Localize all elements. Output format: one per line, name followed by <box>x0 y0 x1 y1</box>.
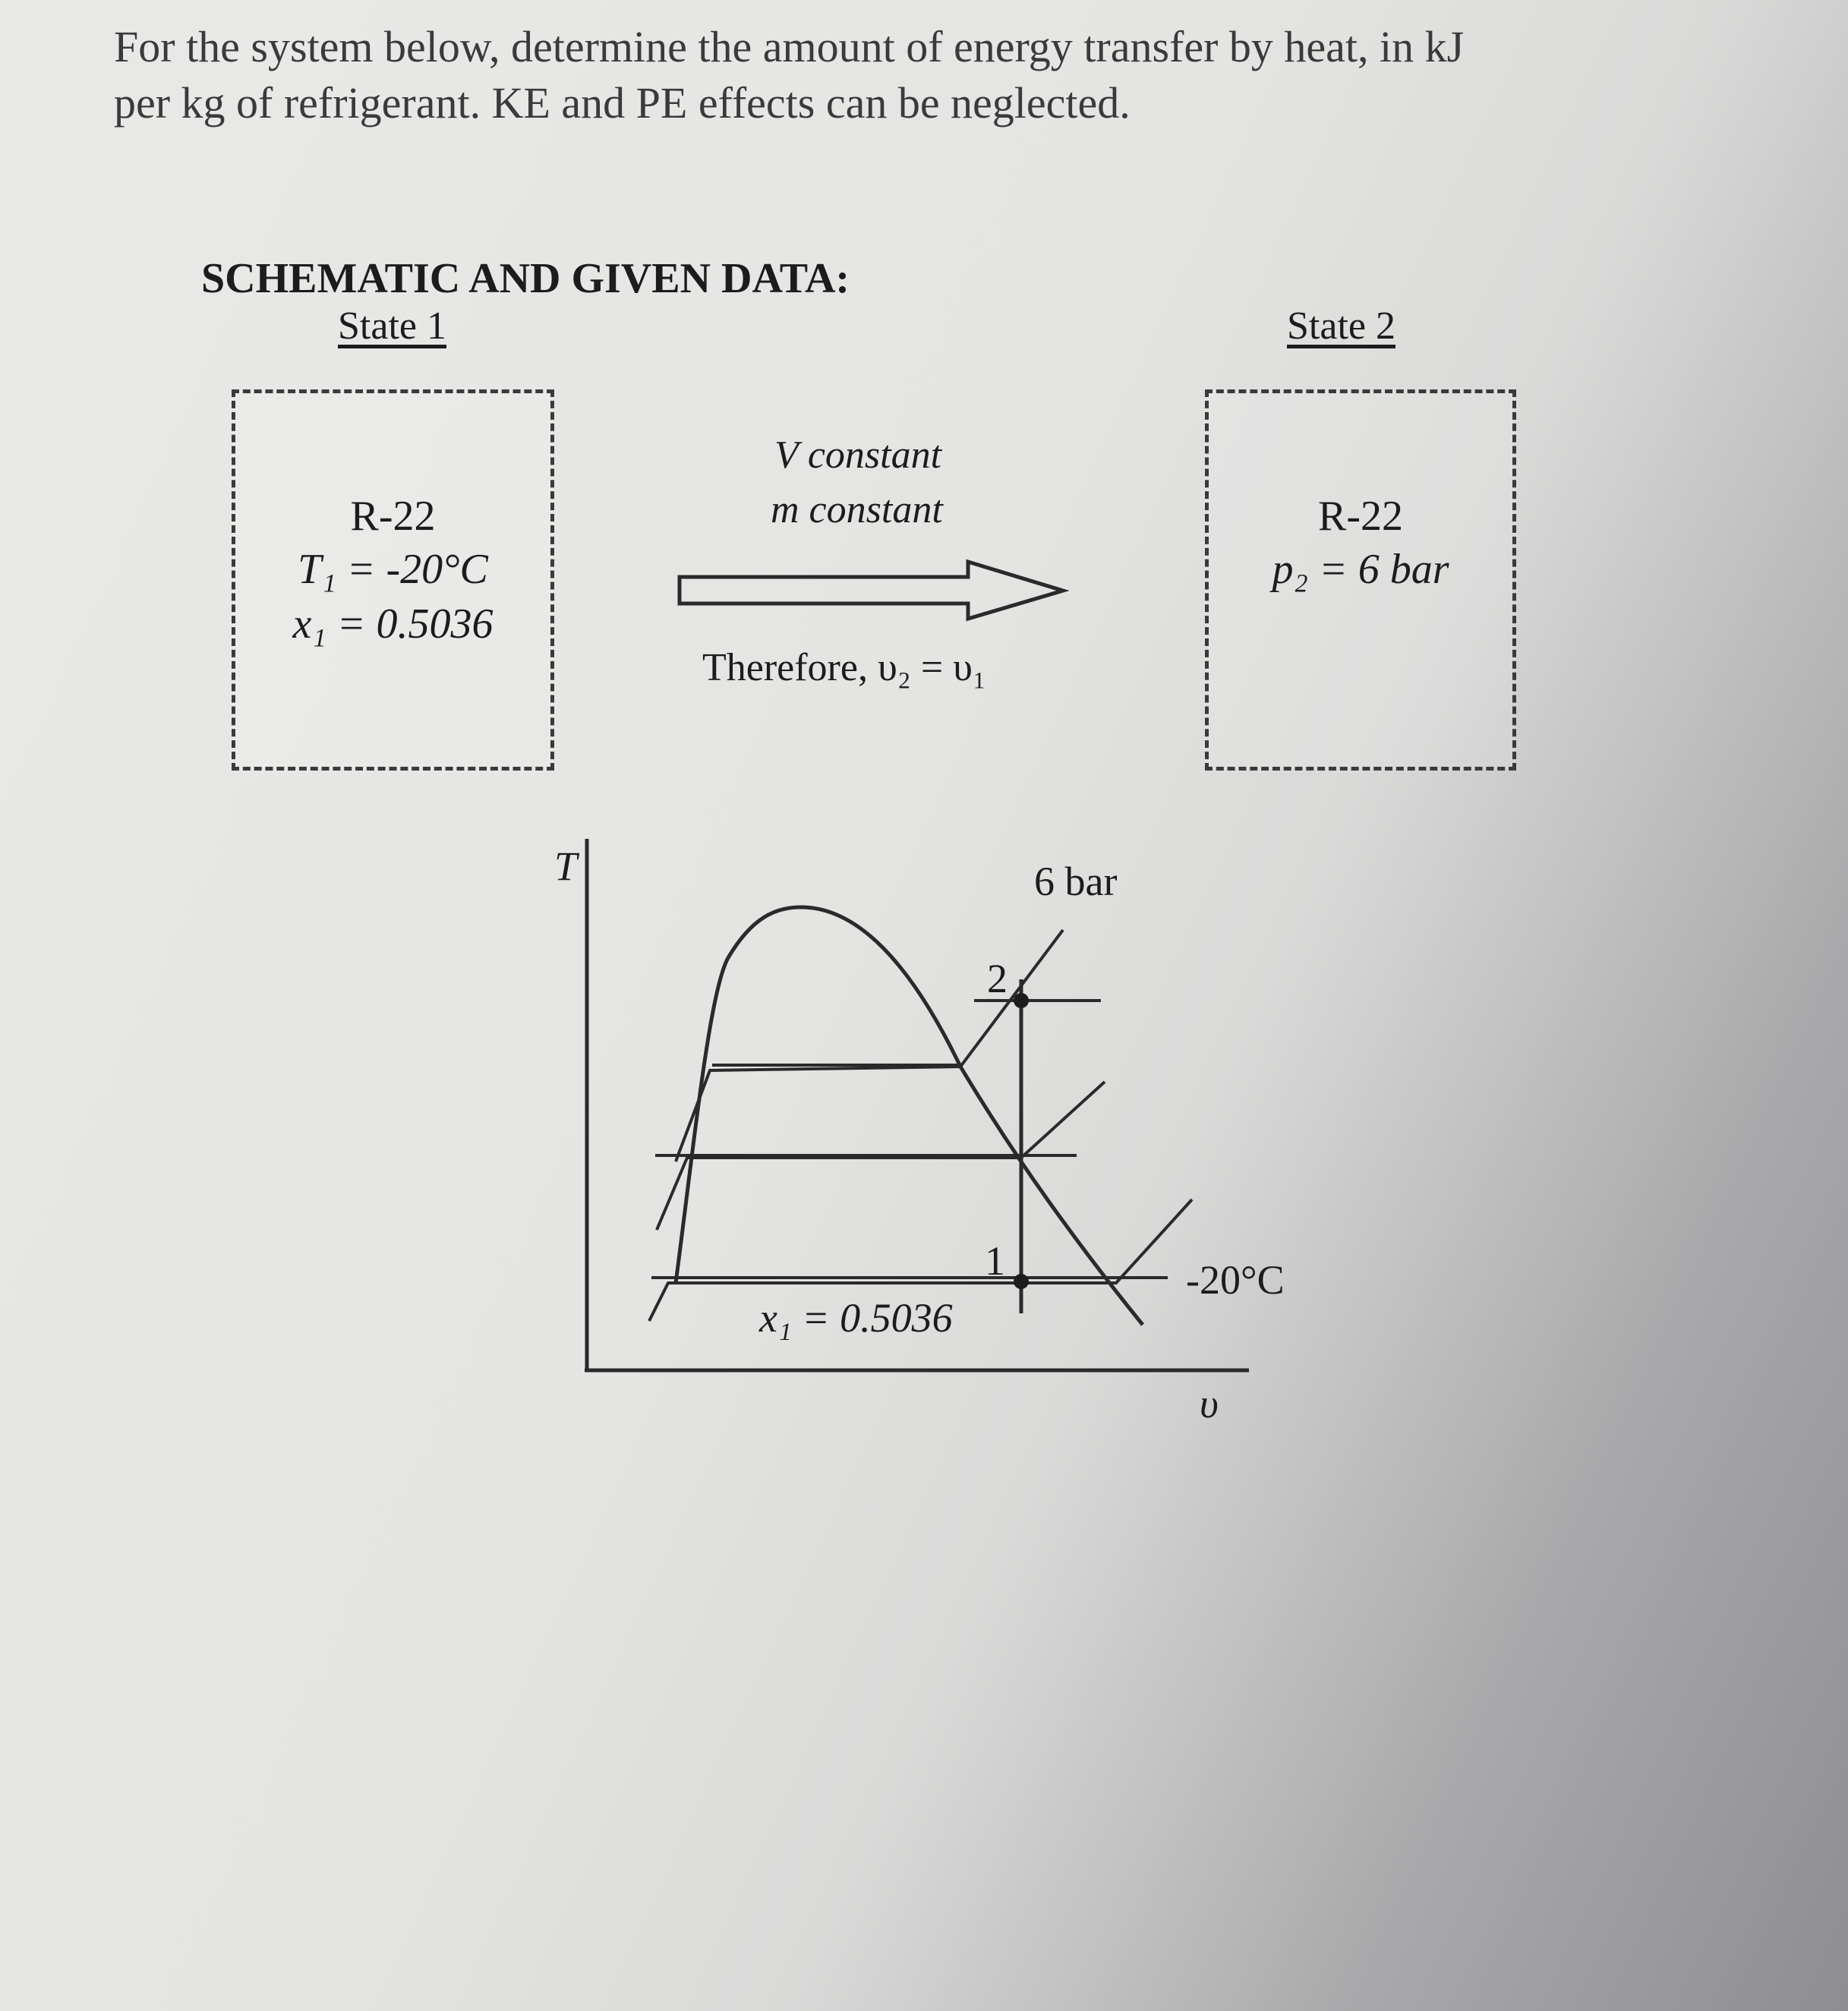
quality-label: x₁ = 0.5036 <box>759 1295 953 1341</box>
problem-line-2: per kg of refrigerant. KE and PE effects can be neglected. <box>114 78 1131 128</box>
t-axis-label: T <box>554 843 578 889</box>
process-conclusion: Therefore, υ₂ = υ₁ <box>702 646 987 689</box>
process-mass-constant: m constant <box>771 488 943 531</box>
pressure-label: 6 bar <box>1034 859 1118 904</box>
state-point-2 <box>1014 993 1029 1008</box>
isobar-lines <box>649 930 1192 1321</box>
state2-fluid: R-22 <box>1318 493 1403 540</box>
state-point-1 <box>1014 1274 1029 1289</box>
state1-temperature: T₁ = -20°C <box>298 546 488 593</box>
v-axis-label: υ <box>1200 1381 1219 1426</box>
point-1-label: 1 <box>985 1238 1005 1284</box>
state2-title: State 2 <box>1287 304 1395 348</box>
process-volume-constant: V constant <box>774 433 942 477</box>
problem-line-1: For the system below, determine the amount of energy transfer by heat, in kJ <box>114 22 1465 71</box>
schematic-heading: SCHEMATIC AND GIVEN DATA: <box>201 255 850 302</box>
process-arrow <box>680 562 1063 619</box>
point-2-label: 2 <box>987 956 1008 1001</box>
state1-title: State 1 <box>338 304 446 348</box>
state1-quality: x₁ = 0.5036 <box>292 600 494 648</box>
saturation-dome <box>676 907 1143 1325</box>
state1-fluid: R-22 <box>350 493 436 540</box>
temperature-label: -20°C <box>1186 1257 1285 1303</box>
state2-pressure: p₂ = 6 bar <box>1272 546 1449 593</box>
